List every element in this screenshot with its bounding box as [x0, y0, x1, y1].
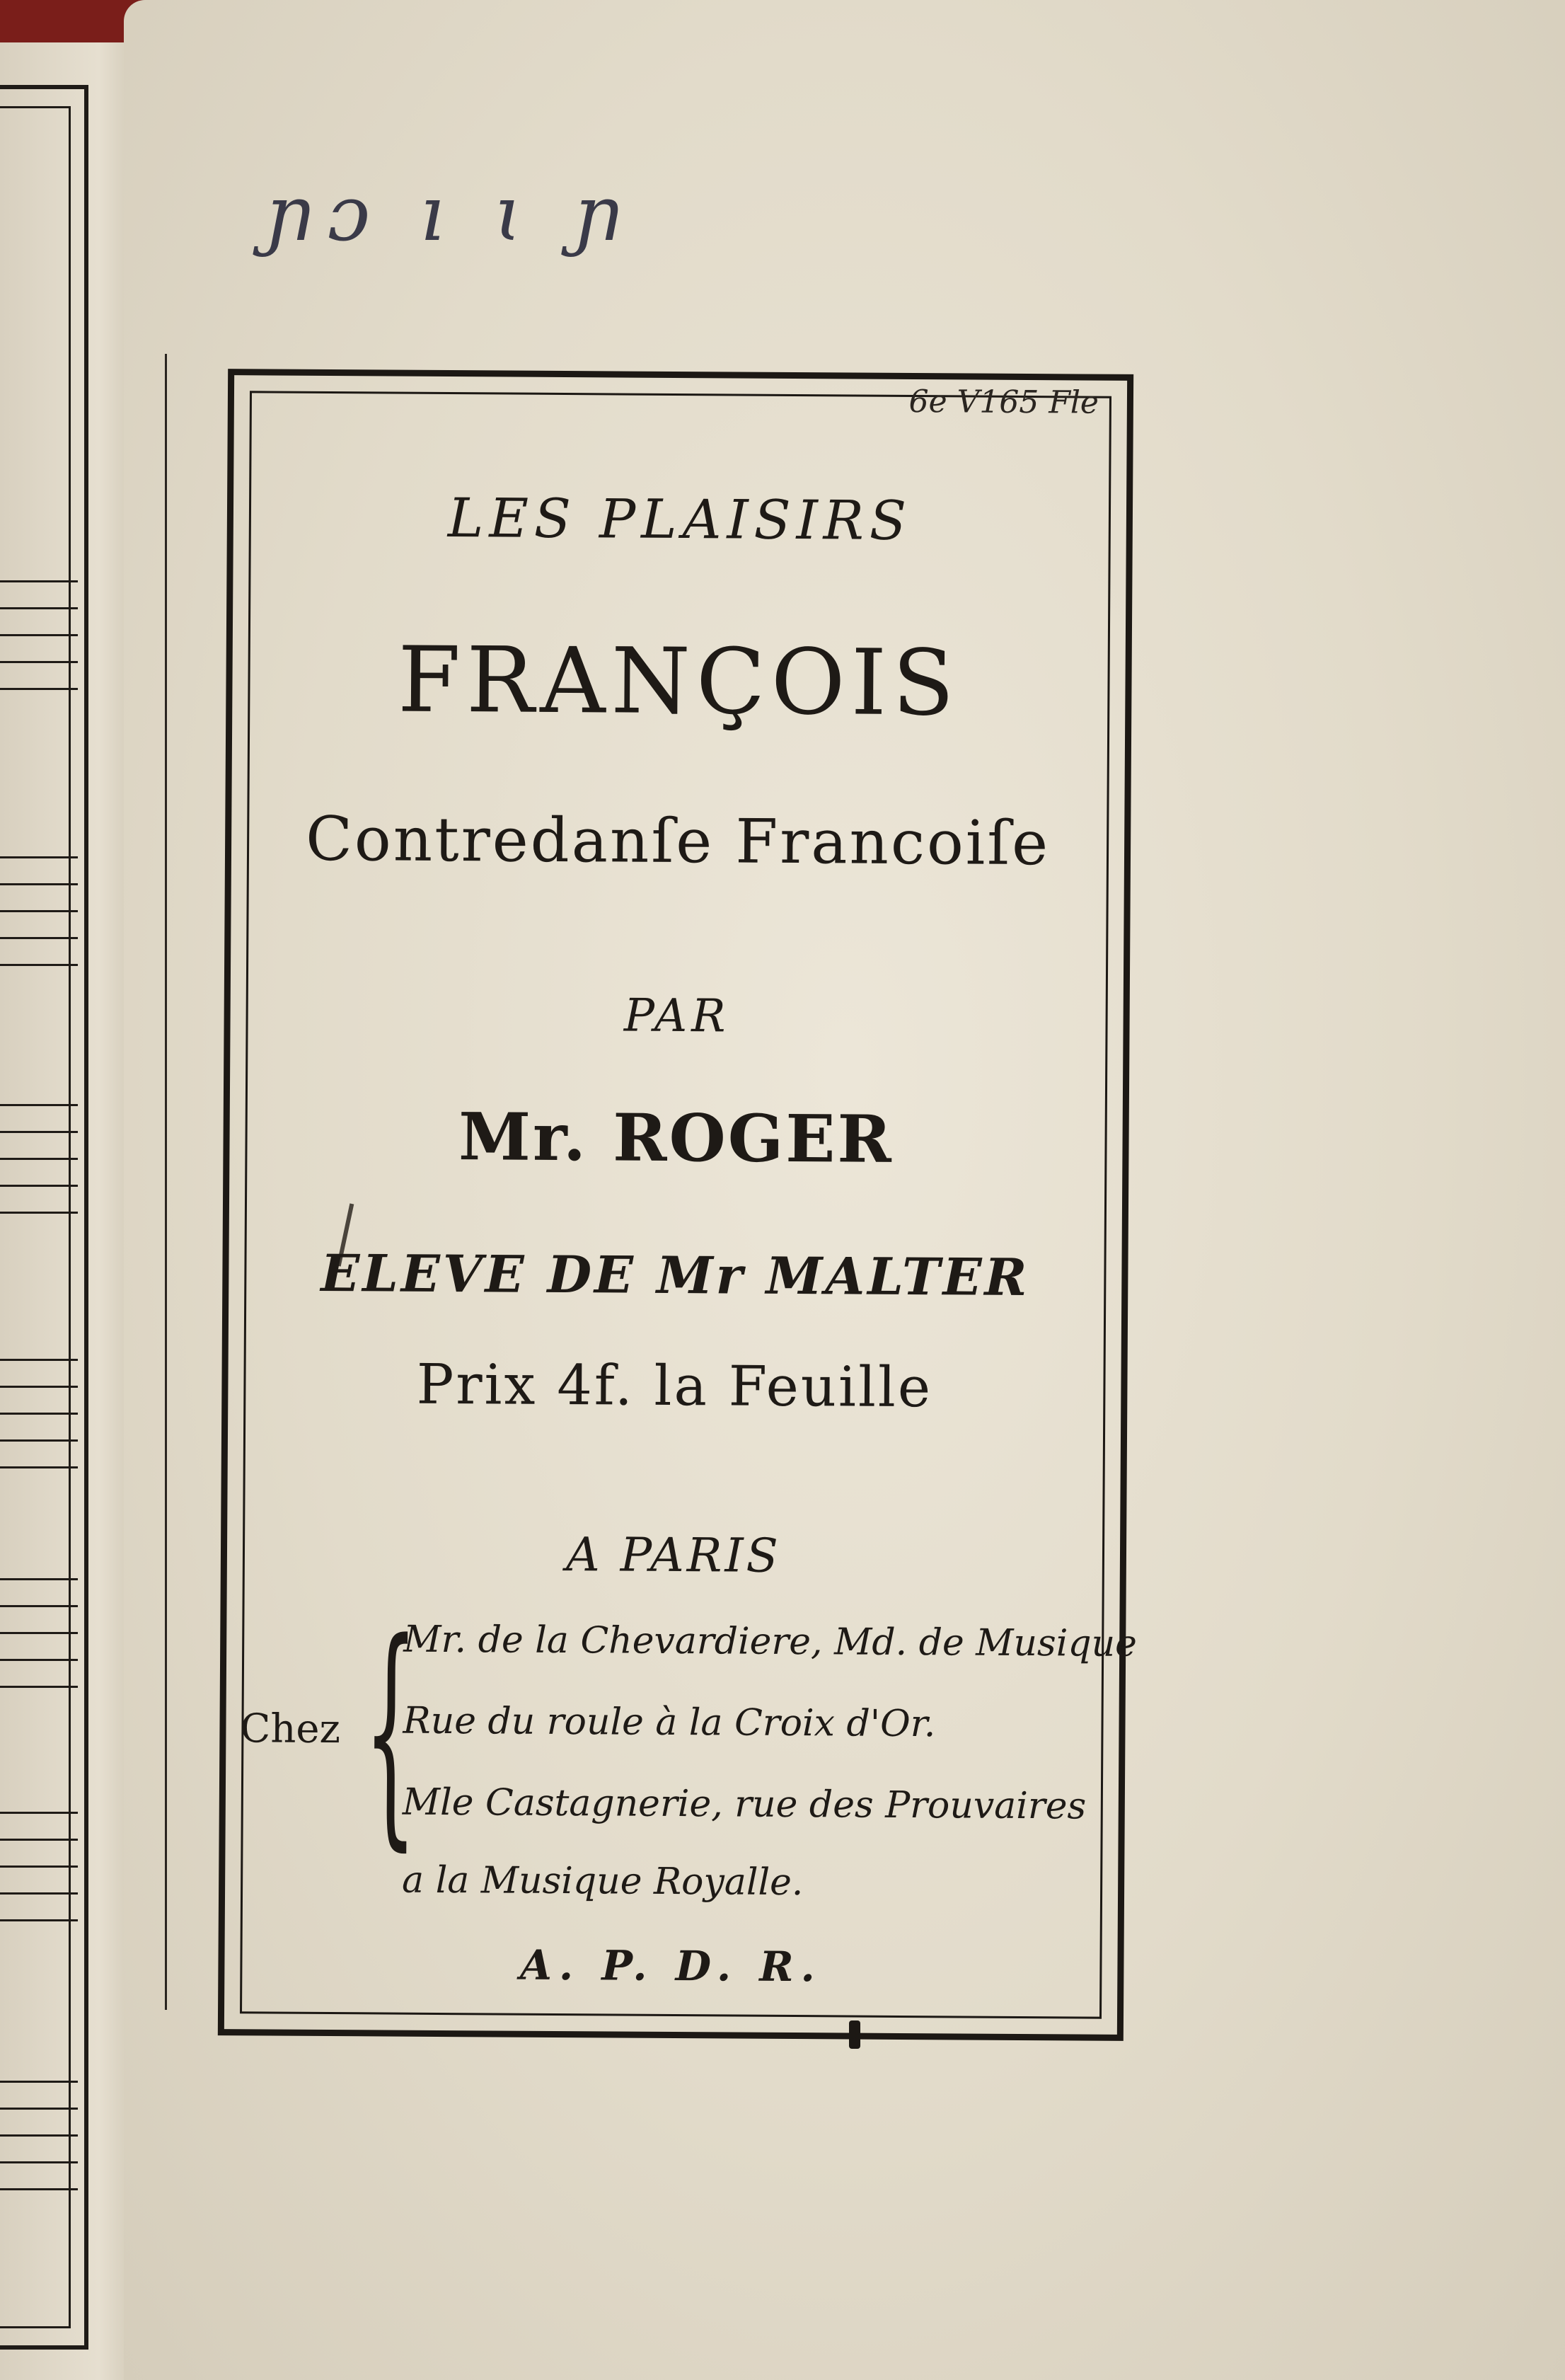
ink-mark: [849, 2020, 860, 2049]
publisher-line: Mle Castagnerie, rue des Prouvaires: [402, 1781, 1087, 1828]
title-line-3: Contredanſe Francoiſe: [305, 803, 1051, 880]
chez-label: Chez: [240, 1706, 341, 1753]
manuscript-annotation: ɲɔ ı ɩ ɲ: [265, 170, 636, 258]
brace-glyph: {: [363, 1591, 419, 1872]
pupil-of: ELEVE DE Mr MALTER: [320, 1242, 1030, 1308]
music-staff: [0, 1104, 78, 1224]
city: A PARIS: [565, 1527, 782, 1583]
publisher-line: Rue du roule à la Croix d'Or.: [403, 1699, 936, 1746]
title-line-2: FRANÇOIS: [397, 627, 961, 737]
engraved-border: [218, 369, 1138, 2041]
facing-page: [0, 42, 144, 2380]
music-staff: [0, 1578, 78, 1698]
music-staff: [0, 1812, 78, 1932]
gutter-line: [165, 354, 167, 2010]
music-staff: [0, 580, 78, 701]
music-staff: [0, 1359, 78, 1479]
shelf-mark: 6e V165 Fle: [908, 383, 1099, 421]
composer-name: Mr. ROGER: [458, 1098, 894, 1178]
privilege-mark: A. P. D. R.: [519, 1941, 823, 1991]
price: Prix 4f. la Feuille: [416, 1352, 933, 1420]
by-label: PAR: [623, 989, 730, 1043]
music-staff: [0, 2081, 78, 2201]
publisher-line: a la Musique Royalle.: [401, 1858, 804, 1904]
music-staff: [0, 856, 78, 977]
title-line-1: LES PLAISIRS: [447, 486, 913, 553]
publisher-line: Mr. de la Chevardiere, Md. de Musique: [403, 1618, 1138, 1665]
